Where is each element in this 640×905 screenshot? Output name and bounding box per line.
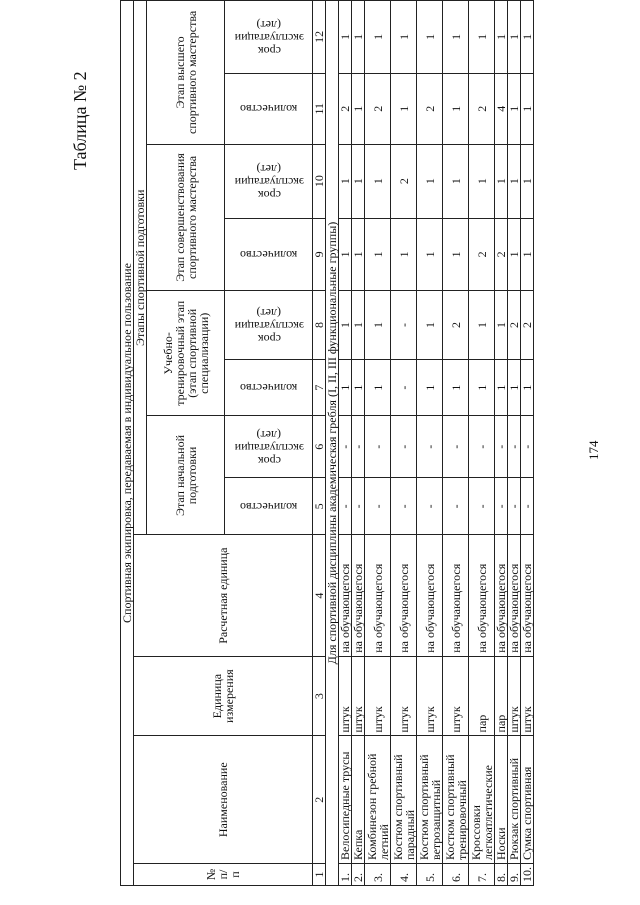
stage1-qty: - bbox=[495, 478, 508, 535]
unit: штук bbox=[352, 656, 365, 736]
stage1-qty: - bbox=[521, 478, 534, 535]
table-row bbox=[521, 1, 534, 886]
stage2-qty: - bbox=[391, 359, 417, 416]
header-unit: Единица измерения bbox=[134, 656, 313, 736]
header-qty-3: количество bbox=[239, 247, 298, 262]
stage4-qty: 2 bbox=[365, 73, 391, 144]
table-row bbox=[339, 1, 352, 886]
item-name: Костюм спортивный парадный bbox=[391, 736, 417, 864]
stage4-qty: 4 bbox=[495, 73, 508, 144]
row-number: 4. bbox=[391, 864, 417, 886]
calc-unit: на обучающегося bbox=[339, 535, 352, 656]
calc-unit: на обучающегося bbox=[352, 535, 365, 656]
header-qty-2: количество bbox=[239, 381, 298, 396]
stage2-term: 1 bbox=[352, 291, 365, 360]
stage4-term: 1 bbox=[443, 1, 469, 74]
table-row bbox=[469, 1, 495, 886]
header-stage-1: Этап начальной подготовки bbox=[147, 416, 225, 535]
unit: штук bbox=[521, 656, 534, 736]
stage3-qty: 1 bbox=[443, 218, 469, 291]
stage4-term: 1 bbox=[495, 1, 508, 74]
stage2-term: 1 bbox=[495, 291, 508, 360]
calc-unit: на обучающегося bbox=[469, 535, 495, 656]
stage3-qty: 1 bbox=[352, 218, 365, 291]
stage2-qty: 1 bbox=[352, 359, 365, 416]
stage1-qty: - bbox=[508, 478, 521, 535]
header-qty-1: количество bbox=[239, 499, 298, 514]
row-number: 6. bbox=[443, 864, 469, 886]
unit: штук bbox=[365, 656, 391, 736]
stage1-term: - bbox=[495, 416, 508, 478]
stage4-qty: 2 bbox=[469, 73, 495, 144]
stage4-term: 1 bbox=[339, 1, 352, 74]
header-colnum-6: 6 bbox=[313, 416, 326, 478]
header-term-4: срок эксплуатации (лет) bbox=[233, 17, 304, 58]
unit: штук bbox=[443, 656, 469, 736]
stage1-term: - bbox=[391, 416, 417, 478]
stage3-term: 1 bbox=[365, 144, 391, 218]
unit: штук bbox=[339, 656, 352, 736]
header-colnum-11: 11 bbox=[313, 73, 326, 144]
stage1-term: - bbox=[521, 416, 534, 478]
stage4-qty: 2 bbox=[417, 73, 443, 144]
stage2-term: 2 bbox=[508, 291, 521, 360]
header-colnum-10: 10 bbox=[313, 144, 326, 218]
item-name: Сумка спортивная bbox=[521, 736, 534, 864]
stage2-qty: 1 bbox=[417, 359, 443, 416]
calc-unit: на обучающегося bbox=[365, 535, 391, 656]
stage2-term: - bbox=[391, 291, 417, 360]
row-number: 9. bbox=[508, 864, 521, 886]
calc-unit: на обучающегося bbox=[495, 535, 508, 656]
stage2-qty: 1 bbox=[339, 359, 352, 416]
section-title: Для спортивной дисциплины академическая гребля (I, II, III функциональные группы) bbox=[326, 1, 339, 886]
header-colnum-12: 12 bbox=[313, 1, 326, 74]
header-stage-2: Учебно-тренировочный этап (этап спортивной специализации) bbox=[147, 291, 225, 416]
stage1-qty: - bbox=[352, 478, 365, 535]
stage3-qty: 1 bbox=[365, 218, 391, 291]
calc-unit: на обучающегося bbox=[417, 535, 443, 656]
item-name: Костюм спортивный ветрозащитный bbox=[417, 736, 443, 864]
stage4-qty: 1 bbox=[508, 73, 521, 144]
stage1-term: - bbox=[417, 416, 443, 478]
table-label: Таблица № 2 bbox=[70, 71, 90, 170]
header-colnum-3: 3 bbox=[313, 656, 326, 736]
stage1-qty: - bbox=[365, 478, 391, 535]
stage2-term: 1 bbox=[469, 291, 495, 360]
table-row bbox=[391, 1, 417, 886]
stage3-qty: 1 bbox=[417, 218, 443, 291]
unit: пар bbox=[495, 656, 508, 736]
unit: штук bbox=[391, 656, 417, 736]
stage4-term: 1 bbox=[417, 1, 443, 74]
stage2-term: 2 bbox=[521, 291, 534, 360]
stage3-qty: 1 bbox=[508, 218, 521, 291]
row-number: 7. bbox=[469, 864, 495, 886]
table-body bbox=[326, 1, 534, 886]
stage1-term: - bbox=[469, 416, 495, 478]
header-colnum-1: 1 bbox=[313, 864, 326, 886]
row-number: 10. bbox=[521, 864, 534, 886]
stage3-term: 1 bbox=[443, 144, 469, 218]
table-row bbox=[508, 1, 521, 886]
stage1-term: - bbox=[365, 416, 391, 478]
unit: штук bbox=[508, 656, 521, 736]
stage4-qty: 1 bbox=[443, 73, 469, 144]
stage3-term: 1 bbox=[521, 144, 534, 218]
stage3-term: 1 bbox=[352, 144, 365, 218]
stage4-term: 1 bbox=[521, 1, 534, 74]
stage3-term: 1 bbox=[495, 144, 508, 218]
header-name: Наименование bbox=[134, 736, 313, 864]
stage1-term: - bbox=[339, 416, 352, 478]
table-row bbox=[352, 1, 365, 886]
stage4-qty: 1 bbox=[352, 73, 365, 144]
row-number: 1. bbox=[339, 864, 352, 886]
header-colnum-2: 2 bbox=[313, 736, 326, 864]
item-name: Велосипедные трусы bbox=[339, 736, 352, 864]
unit: штук bbox=[417, 656, 443, 736]
row-number: 3. bbox=[365, 864, 391, 886]
item-name: Комбинезон гребной летний bbox=[365, 736, 391, 864]
stage1-term: - bbox=[443, 416, 469, 478]
header-calc-unit: Расчетная единица bbox=[134, 535, 313, 656]
header-stages-group: Этапы спортивной подготовки bbox=[134, 1, 147, 536]
header-colnum-7: 7 bbox=[313, 359, 326, 416]
stage2-term: 2 bbox=[443, 291, 469, 360]
stage2-qty: 1 bbox=[495, 359, 508, 416]
stage3-qty: 2 bbox=[495, 218, 508, 291]
header-qty-4: количество bbox=[239, 102, 298, 117]
equipment-table bbox=[120, 0, 534, 886]
header-stage-4: Этап высшего спортивного мастерства bbox=[147, 1, 225, 145]
stage1-qty: - bbox=[417, 478, 443, 535]
stage3-qty: 1 bbox=[521, 218, 534, 291]
stage1-qty: - bbox=[391, 478, 417, 535]
stage3-term: 1 bbox=[417, 144, 443, 218]
stage4-term: 1 bbox=[352, 1, 365, 74]
row-number: 2. bbox=[352, 864, 365, 886]
header-colnum-5: 5 bbox=[313, 478, 326, 535]
calc-unit: на обучающегося bbox=[521, 535, 534, 656]
item-name: Кроссовки легкоатлетические bbox=[469, 736, 495, 864]
stage2-qty: 1 bbox=[469, 359, 495, 416]
stage4-qty: 2 bbox=[339, 73, 352, 144]
item-name: Рюкзак спортивный bbox=[508, 736, 521, 864]
stage1-term: - bbox=[508, 416, 521, 478]
header-colnum-9: 9 bbox=[313, 218, 326, 291]
item-name: Носки bbox=[495, 736, 508, 864]
stage1-term: - bbox=[352, 416, 365, 478]
stage2-qty: 1 bbox=[508, 359, 521, 416]
calc-unit: на обучающегося bbox=[508, 535, 521, 656]
stage4-term: 1 bbox=[391, 1, 417, 74]
stage2-qty: 1 bbox=[365, 359, 391, 416]
stage2-term: 1 bbox=[339, 291, 352, 360]
stage4-term: 1 bbox=[508, 1, 521, 74]
header-term-3: срок эксплуатации (лет) bbox=[233, 162, 304, 203]
header-term-1: срок эксплуатации (лет) bbox=[233, 427, 304, 468]
table-row bbox=[365, 1, 391, 886]
page-number: 174 bbox=[586, 440, 601, 460]
calc-unit: на обучающегося bbox=[443, 535, 469, 656]
stage3-qty: 1 bbox=[339, 218, 352, 291]
row-number: 5. bbox=[417, 864, 443, 886]
stage1-qty: - bbox=[443, 478, 469, 535]
stage2-term: 1 bbox=[365, 291, 391, 360]
stage3-qty: 1 bbox=[391, 218, 417, 291]
stage3-term: 2 bbox=[391, 144, 417, 218]
stage4-term: 1 bbox=[469, 1, 495, 74]
item-name: Костюм спортивный тренировочный bbox=[443, 736, 469, 864]
header-term-2: срок эксплуатации (лет) bbox=[233, 305, 304, 346]
stage2-qty: 1 bbox=[521, 359, 534, 416]
table-row bbox=[443, 1, 469, 886]
stage3-term: 1 bbox=[339, 144, 352, 218]
header-main: Спортивная экипировка, передаваемая в индивидуальное пользование bbox=[121, 1, 134, 886]
stage2-term: 1 bbox=[417, 291, 443, 360]
stage3-qty: 2 bbox=[469, 218, 495, 291]
unit: пар bbox=[469, 656, 495, 736]
row-number: 8. bbox=[495, 864, 508, 886]
stage4-qty: 1 bbox=[521, 73, 534, 144]
item-name: Кепка bbox=[352, 736, 365, 864]
table-row bbox=[417, 1, 443, 886]
stage3-term: 1 bbox=[508, 144, 521, 218]
header-stage-3: Этап совершенствования спортивного мастерства bbox=[147, 144, 225, 290]
header-num: № п/п bbox=[134, 864, 313, 886]
stage4-qty: 1 bbox=[391, 73, 417, 144]
header-colnum-4: 4 bbox=[313, 535, 326, 656]
table-row bbox=[495, 1, 508, 886]
stage1-qty: - bbox=[469, 478, 495, 535]
stage3-term: 1 bbox=[469, 144, 495, 218]
header-colnum-8: 8 bbox=[313, 291, 326, 360]
stage2-qty: 1 bbox=[443, 359, 469, 416]
stage1-qty: - bbox=[339, 478, 352, 535]
calc-unit: на обучающегося bbox=[391, 535, 417, 656]
stage4-term: 1 bbox=[365, 1, 391, 74]
